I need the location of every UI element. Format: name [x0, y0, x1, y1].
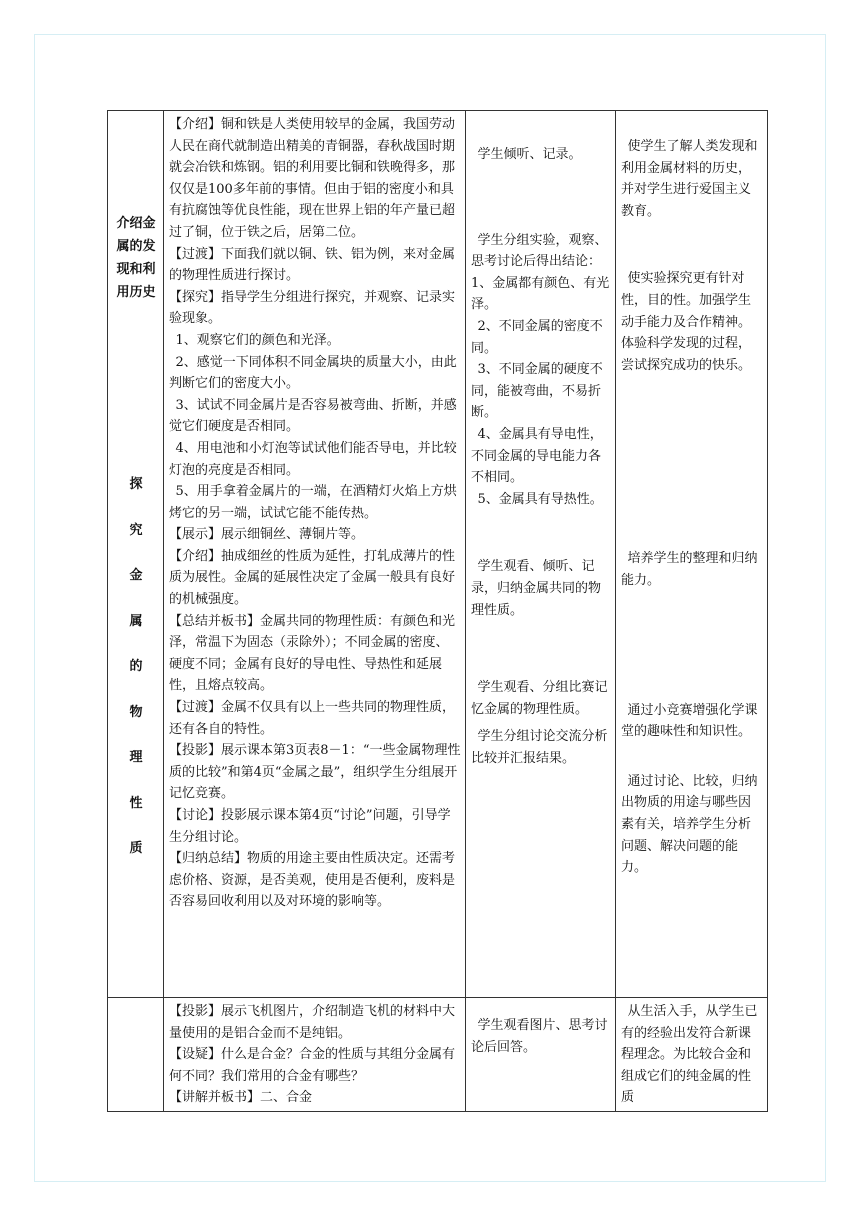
purpose-paragraph: 使实验探究更有针对性，目的性。加强学生动手能力及合作精神。体验科学发现的过程，尝试探究成功的快乐。 [621, 271, 752, 373]
teacher-paragraph: 【过渡】下面我们就以铜、铁、铝为例，来对金属的物理性质进行探讨。 [169, 246, 456, 284]
student-paragraph: 学生观看图片、思考讨论后回答。 [471, 1018, 608, 1055]
student-paragraph: 5、金属具有导热性。 [477, 491, 603, 507]
teacher-paragraph: 5、用手拿着金属片的一端，在酒精灯火焰上方烘烤它的另一端，试试它能不能传热。 [169, 484, 457, 521]
purpose-cell [616, 998, 768, 1112]
student-paragraph: 4、金属具有导电性，不同金属的导电能力各不相同。 [471, 426, 603, 486]
teacher-paragraph: 【总结并板书】金属共同的物理性质：有颜色和光泽，常温下为固态（汞除外）；不同金属的密度、硬度不同；金属有良好的导电性、导热性和延展性，且熔点较高。 [169, 613, 456, 694]
purpose-paragraph: 使学生了解人类发现和利用金属材料的历史，并对学生进行爱国主义教育。 [621, 139, 758, 219]
teacher-activity-cell [164, 998, 466, 1112]
stage-cell [108, 111, 164, 998]
purpose-cell [616, 111, 768, 998]
student-paragraph: 学生分组讨论交流分析比较并汇报结果。 [471, 729, 608, 766]
teacher-paragraph: 【投影】展示课本第3页表8－1：“一些金属物理性质的比较”和第4页“金属之最”，组织学生分组展开记忆竞赛。 [169, 743, 461, 802]
stage-physical-properties: 探 究 金 属 的 物 理 性 质 [129, 477, 143, 856]
teacher-paragraph: 1、观察它们的颜色和光泽。 [175, 332, 340, 348]
teacher-paragraph: 4、用电池和小灯泡等试试他们能否导电，并比较灯泡的亮度是否相同。 [169, 440, 457, 478]
teacher-activity-cell [164, 111, 466, 998]
teacher-paragraph: 【归纳总结】物质的用途主要由性质决定。还需考虑价格、资源，是否美观，使用是否便利，废料是否容易回收利用以及对环境的影响等。 [169, 851, 456, 910]
student-paragraph: 2、不同金属的密度不同。 [471, 318, 603, 356]
teacher-paragraph: 【探究】指导学生分组进行探究，并观察、记录实验现象。 [169, 289, 456, 327]
teacher-paragraph: 【展示】展示细铜丝、薄铜片等。 [169, 527, 365, 543]
teacher-paragraph: 【投影】展示飞机图片，介绍制造飞机的材料中大量使用的是铝合金而不是纯铝。 [169, 1004, 456, 1041]
student-paragraph: 3、不同金属的硬度不同，能被弯曲，不易折断。 [471, 362, 603, 421]
teacher-paragraph: 【介绍】铜和铁是人类使用较早的金属，我国劳动人民在商代就制造出精美的青铜器，春秋战国时期就会冶铁和炼钢。铝的利用要比铜和铁晚得多，那仅仅是100多年前的事情。但由于铝的密度小和具有抗腐蚀等优良性能，现在世界上铝的年产量已超过了铜，位于铁之后，居第二位。 [169, 117, 456, 240]
purpose-paragraph: 通过讨论、比较，归纳出物质的用途与哪些因素有关，培养学生分析问题、解决问题的能力。 [621, 773, 758, 876]
teacher-paragraph: 【设疑】什么是合金？合金的性质与其组分金属有何不同？我们常用的合金有哪些？ [169, 1047, 456, 1084]
teacher-paragraph: 【过渡】金属不仅具有以上一些共同的物理性质，还有各自的特性。 [169, 700, 456, 737]
student-activity-cell [466, 111, 616, 998]
teacher-paragraph: 【介绍】抽成细丝的性质为延性，打轧成薄片的性质为展性。金属的延展性决定了金属一般具有良好的机械强度。 [169, 548, 456, 608]
lesson-plan-table [107, 110, 768, 1112]
stage-cell-empty [108, 998, 164, 1112]
teacher-paragraph: 3、试试不同金属片是否容易被弯曲、折断，并感觉它们硬度是否相同。 [169, 397, 457, 435]
student-paragraph: 学生倾听、记录。 [477, 147, 582, 162]
student-paragraph: 学生观看、分组比赛记忆金属的物理性质。 [471, 680, 608, 717]
teacher-paragraph: 【讲解并板书】二、合金 [169, 1090, 313, 1106]
student-paragraph: 学生分组实验，观察、思考讨论后得出结论：1、金属都有颜色、有光泽。 [471, 232, 610, 313]
table-row [108, 111, 768, 998]
teacher-paragraph: 【讨论】投影展示课本第4页“讨论”问题，引导学生分组讨论。 [169, 808, 451, 845]
purpose-paragraph: 培养学生的整理和归纳能力。 [621, 551, 758, 588]
student-activity-cell [466, 998, 616, 1112]
table-row [108, 998, 768, 1112]
student-paragraph: 学生观看、倾听、记录，归纳金属共同的物理性质。 [471, 559, 602, 618]
purpose-paragraph: 从生活入手，从学生已有的经验出发符合新课程理念。为比较合金和组成它们的纯金属的性质 [621, 1004, 758, 1106]
teacher-paragraph: 2、感觉一下同体积不同金属块的质量大小，由此判断它们的密度大小。 [169, 354, 457, 392]
purpose-paragraph: 通过小竞赛增强化学课堂的趣味性和知识性。 [621, 702, 758, 740]
stage-history: 介绍金属的发现和利用历史 [116, 216, 156, 300]
